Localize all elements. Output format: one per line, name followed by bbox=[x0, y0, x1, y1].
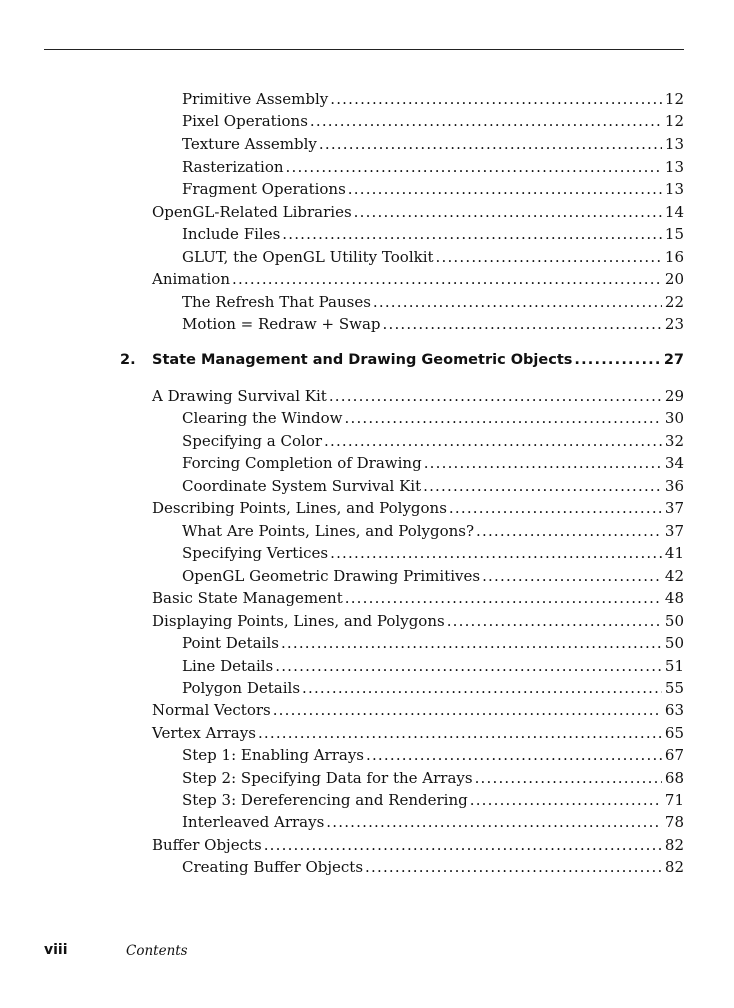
toc-entry-title: Normal Vectors bbox=[152, 701, 271, 719]
toc-subsection-entry bbox=[182, 542, 684, 564]
dot-leader bbox=[330, 542, 662, 564]
toc-subsection-entry bbox=[182, 133, 684, 155]
toc-entry-title: What Are Points, Lines, and Polygons? bbox=[182, 522, 475, 540]
dot-leader bbox=[310, 110, 662, 132]
header-rule bbox=[44, 49, 684, 50]
dot-leader bbox=[424, 452, 662, 474]
toc-entry-title: Polygon Details bbox=[182, 679, 301, 697]
toc-entry-page: 48 bbox=[664, 589, 684, 607]
dot-leader bbox=[282, 223, 662, 245]
toc-entry-page: 16 bbox=[664, 248, 684, 266]
toc-entry-title: State Management and Drawing Geometric Objects bbox=[152, 352, 573, 368]
toc-subsection-entry bbox=[182, 632, 684, 654]
toc-subsection-entry bbox=[182, 789, 684, 811]
dot-leader bbox=[264, 834, 662, 856]
dot-leader bbox=[232, 268, 662, 290]
toc-subsection-entry bbox=[182, 677, 684, 699]
dot-leader bbox=[423, 475, 662, 497]
dot-leader bbox=[281, 632, 662, 654]
toc-section-entry bbox=[152, 699, 684, 721]
toc-entry-page: 42 bbox=[664, 567, 684, 585]
toc-entry-page: 71 bbox=[664, 791, 684, 809]
toc-entry-page: 27 bbox=[663, 352, 684, 368]
toc-entry-page: 13 bbox=[664, 180, 684, 198]
toc-entry-page: 67 bbox=[664, 746, 684, 764]
toc-entry-page: 13 bbox=[664, 135, 684, 153]
toc-subsection-entry bbox=[182, 452, 684, 474]
toc-entry-page: 14 bbox=[664, 203, 684, 221]
toc-entry-title: Step 3: Dereferencing and Rendering bbox=[182, 791, 468, 809]
toc-entry-title: Fragment Operations bbox=[182, 180, 346, 198]
dot-leader bbox=[326, 811, 662, 833]
dot-leader bbox=[354, 201, 662, 223]
toc-subsection-entry bbox=[182, 520, 684, 542]
toc-entry-title: Animation bbox=[152, 270, 230, 288]
toc-entry-title: Coordinate System Survival Kit bbox=[182, 477, 422, 495]
toc-entry-page: 12 bbox=[664, 90, 684, 108]
toc-entry-page: 23 bbox=[664, 315, 684, 333]
toc-chapter-entry bbox=[152, 349, 684, 371]
toc-entry-title: GLUT, the OpenGL Utility Toolkit bbox=[182, 248, 434, 266]
chapter-number: 2. bbox=[120, 352, 136, 368]
dot-leader bbox=[475, 767, 662, 789]
toc-subsection-entry bbox=[182, 246, 684, 268]
toc-entry-page: 55 bbox=[664, 679, 684, 697]
dot-leader bbox=[373, 291, 662, 313]
dot-leader bbox=[365, 856, 662, 878]
toc-subsection-entry bbox=[182, 811, 684, 833]
toc-entry-page: 36 bbox=[664, 477, 684, 495]
toc-entry-page: 37 bbox=[664, 499, 684, 517]
toc-subsection-entry bbox=[182, 430, 684, 452]
toc-entry-title: Forcing Completion of Drawing bbox=[182, 454, 422, 472]
toc-section-entry bbox=[152, 722, 684, 744]
toc-entry-title: Specifying Vertices bbox=[182, 544, 329, 562]
dot-leader bbox=[275, 655, 662, 677]
toc-entry-page: 37 bbox=[664, 522, 684, 540]
dot-leader bbox=[324, 430, 662, 452]
toc-section-entry bbox=[152, 587, 684, 609]
toc-entry-page: 22 bbox=[664, 293, 684, 311]
toc-entry-page: 15 bbox=[664, 225, 684, 243]
toc-section-entry bbox=[152, 610, 684, 632]
toc-entry-page: 50 bbox=[664, 612, 684, 630]
toc-entry-page: 82 bbox=[664, 836, 684, 854]
toc-entry-page: 29 bbox=[664, 387, 684, 405]
toc-subsection-entry bbox=[182, 856, 684, 878]
toc-entry-page: 20 bbox=[664, 270, 684, 288]
toc-entry-page: 68 bbox=[664, 769, 684, 787]
toc-entry-page: 12 bbox=[664, 112, 684, 130]
toc-subsection-entry bbox=[182, 88, 684, 110]
toc-subsection-entry bbox=[182, 767, 684, 789]
footer-section-label: Contents bbox=[126, 943, 188, 959]
dot-leader bbox=[329, 385, 662, 407]
dot-leader bbox=[482, 565, 662, 587]
toc-entry-page: 63 bbox=[664, 701, 684, 719]
toc-entry-title: Specifying a Color bbox=[182, 432, 323, 450]
dot-leader bbox=[348, 178, 662, 200]
dot-leader bbox=[447, 610, 662, 632]
dot-leader bbox=[319, 133, 662, 155]
toc-entry-page: 78 bbox=[664, 813, 684, 831]
toc-entry-title: Rasterization bbox=[182, 158, 284, 176]
dot-leader bbox=[449, 497, 662, 519]
toc-entry-title: Buffer Objects bbox=[152, 836, 262, 854]
toc-entry-page: 41 bbox=[664, 544, 684, 562]
toc-entry-title: Primitive Assembly bbox=[182, 90, 329, 108]
toc-subsection-entry bbox=[182, 223, 684, 245]
toc-entry-title: Motion = Redraw + Swap bbox=[182, 315, 381, 333]
toc-subsection-entry bbox=[182, 565, 684, 587]
dot-leader bbox=[366, 744, 662, 766]
toc-entry-title: Texture Assembly bbox=[182, 135, 317, 153]
toc-subsection-entry bbox=[182, 178, 684, 200]
toc-entry-title: Clearing the Window bbox=[182, 409, 343, 427]
toc-entry-page: 13 bbox=[664, 158, 684, 176]
dot-leader bbox=[345, 587, 662, 609]
toc-entry-page: 51 bbox=[664, 657, 684, 675]
toc-entry-title: Point Details bbox=[182, 634, 279, 652]
toc-subsection-entry bbox=[182, 313, 684, 335]
toc-subsection-entry bbox=[182, 655, 684, 677]
toc-entry-title: Describing Points, Lines, and Polygons bbox=[152, 499, 447, 517]
toc-subsection-entry bbox=[182, 407, 684, 429]
footer-page-number: viii bbox=[44, 942, 68, 958]
toc-subsection-entry bbox=[182, 156, 684, 178]
toc-entry-title: Step 2: Specifying Data for the Arrays bbox=[182, 769, 473, 787]
toc-entry-title: Include Files bbox=[182, 225, 281, 243]
dot-leader bbox=[470, 789, 662, 811]
toc-entry-page: 34 bbox=[664, 454, 684, 472]
toc-entry-page: 30 bbox=[664, 409, 684, 427]
toc-entry-page: 82 bbox=[664, 858, 684, 876]
toc-section-entry bbox=[152, 497, 684, 519]
toc-entry-title: Creating Buffer Objects bbox=[182, 858, 364, 876]
toc-section-entry bbox=[152, 201, 684, 223]
dot-leader bbox=[258, 722, 662, 744]
toc-entry-page: 65 bbox=[664, 724, 684, 742]
dot-leader bbox=[286, 156, 662, 178]
toc-entry-title: Step 1: Enabling Arrays bbox=[182, 746, 364, 764]
toc-entry-page: 50 bbox=[664, 634, 684, 652]
toc-subsection-entry bbox=[182, 744, 684, 766]
dot-leader bbox=[476, 520, 662, 542]
toc-entry-title: Interleaved Arrays bbox=[182, 813, 325, 831]
dot-leader bbox=[436, 246, 662, 268]
toc-entry-title: Basic State Management bbox=[152, 589, 343, 607]
toc-entry-title: The Refresh That Pauses bbox=[182, 293, 371, 311]
toc-subsection-entry bbox=[182, 475, 684, 497]
toc-section-entry bbox=[152, 268, 684, 290]
toc-entry-page: 32 bbox=[664, 432, 684, 450]
toc-subsection-entry bbox=[182, 110, 684, 132]
toc-entry-title: OpenGL Geometric Drawing Primitives bbox=[182, 567, 481, 585]
toc-section-entry bbox=[152, 834, 684, 856]
toc-entry-title: OpenGL-Related Libraries bbox=[152, 203, 352, 221]
dot-leader bbox=[302, 677, 662, 699]
toc-entry-title: Displaying Points, Lines, and Polygons bbox=[152, 612, 445, 630]
dot-leader bbox=[383, 313, 662, 335]
toc-subsection-entry bbox=[182, 291, 684, 313]
toc-entry-title: A Drawing Survival Kit bbox=[152, 387, 327, 405]
dot-leader bbox=[345, 407, 662, 429]
dot-leader bbox=[330, 88, 662, 110]
toc-entry-title: Pixel Operations bbox=[182, 112, 308, 130]
dot-leader bbox=[574, 349, 661, 371]
toc-entry-title: Line Details bbox=[182, 657, 274, 675]
toc-section-entry bbox=[152, 385, 684, 407]
dot-leader bbox=[273, 699, 662, 721]
toc-entry-title: Vertex Arrays bbox=[152, 724, 256, 742]
